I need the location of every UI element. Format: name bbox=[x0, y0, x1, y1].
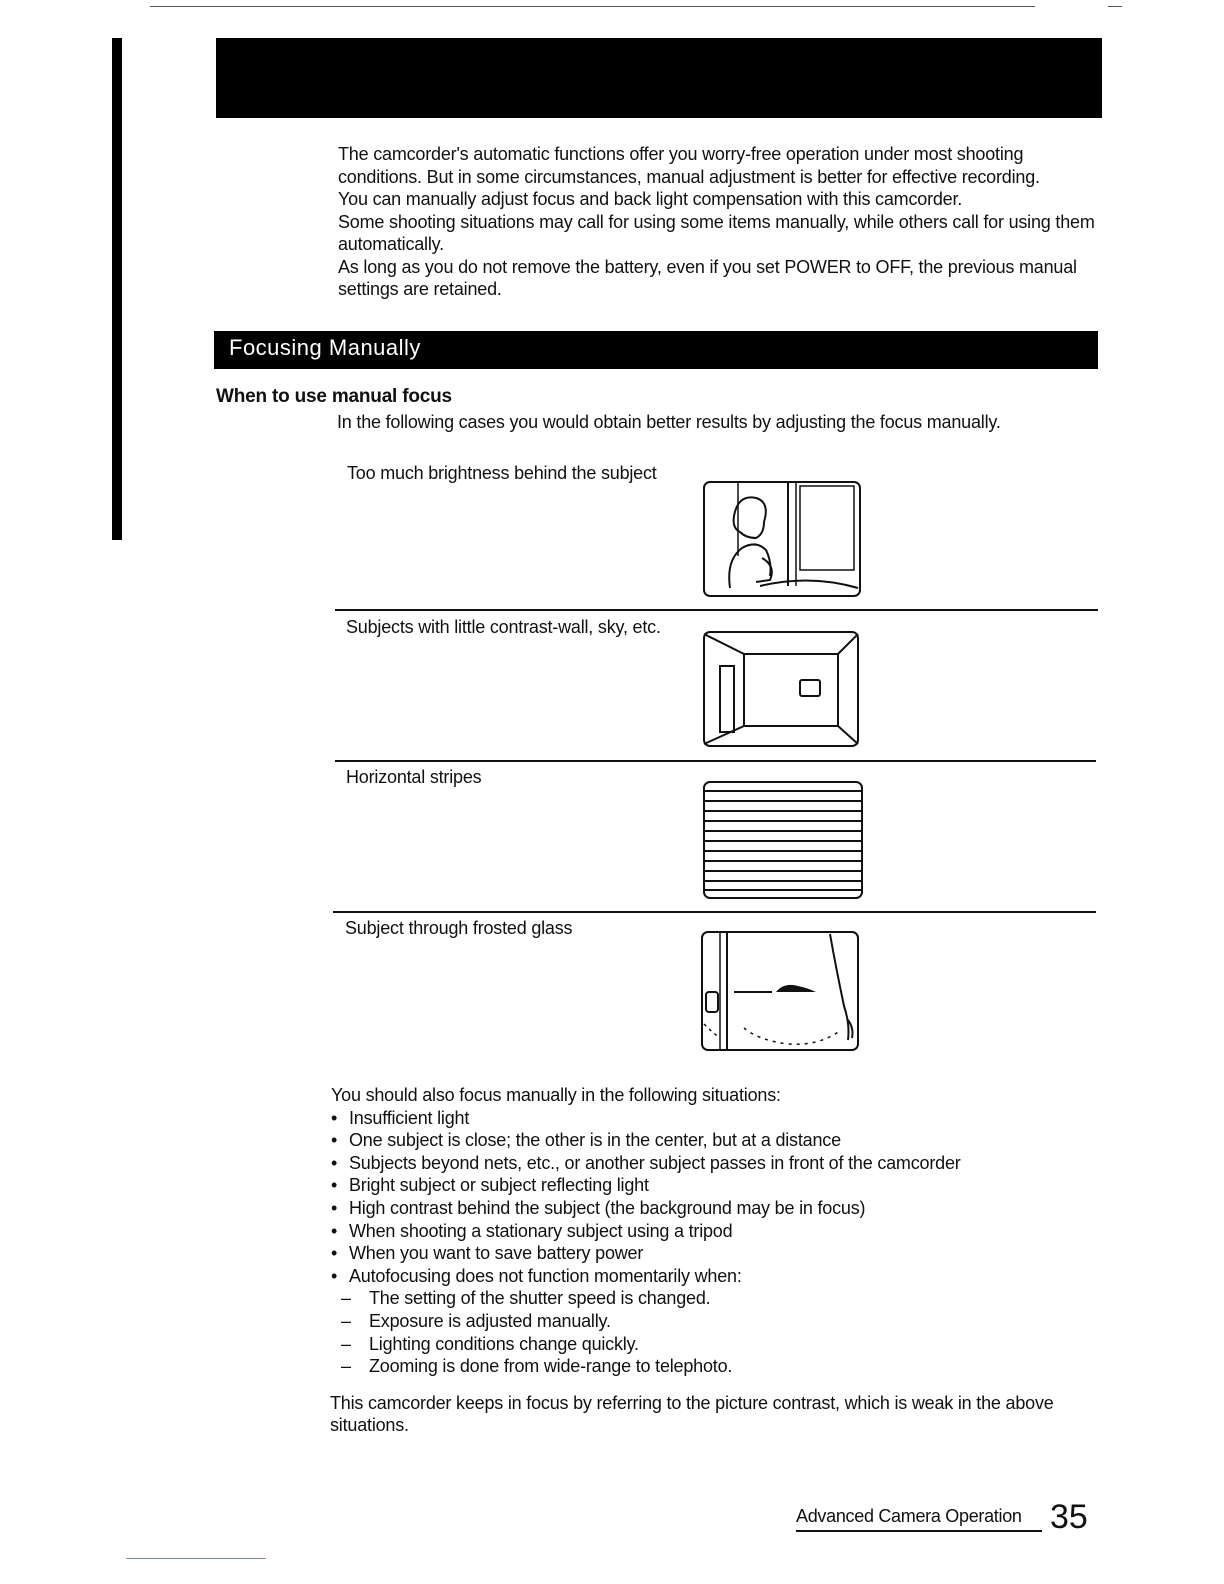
sublist-item-text: Lighting conditions change quickly. bbox=[369, 1333, 639, 1354]
backlit-person-icon bbox=[700, 476, 866, 600]
bullet-icon: • bbox=[331, 1243, 338, 1264]
case-label: Too much brightness behind the subject bbox=[347, 463, 657, 483]
bottom-rule bbox=[126, 1558, 266, 1559]
bullet-icon: • bbox=[331, 1197, 338, 1218]
top-rule bbox=[150, 6, 1035, 7]
page-number: 35 bbox=[1050, 1498, 1088, 1536]
sublist-item bbox=[331, 1333, 1111, 1356]
sublist-item bbox=[331, 1287, 1111, 1310]
situations-intro: You should also focus manually in the following situations: bbox=[331, 1085, 781, 1105]
bullet-icon: • bbox=[331, 1107, 338, 1128]
sublist-item-text: Exposure is adjusted manually. bbox=[369, 1310, 611, 1331]
plain-room-icon bbox=[700, 628, 862, 750]
case-divider bbox=[335, 760, 1096, 762]
frosted-glass-icon bbox=[698, 928, 862, 1054]
horizontal-stripes-icon bbox=[700, 778, 866, 902]
intro-paragraph: You can manually adjust focus and back light compensation with this camcorder. bbox=[338, 189, 963, 209]
top-rule-short bbox=[1108, 6, 1122, 7]
list-item-text: Subjects beyond nets, etc., or another subject passes in front of the camcorder bbox=[349, 1152, 961, 1173]
list-item bbox=[331, 1265, 1111, 1288]
section-title-band bbox=[214, 331, 1098, 369]
list-item bbox=[331, 1107, 1111, 1130]
list-item-text: When shooting a stationary subject using a tripod bbox=[349, 1220, 733, 1241]
intro-text bbox=[338, 143, 1108, 301]
chapter-header-band bbox=[216, 38, 1102, 118]
situations-section bbox=[331, 1084, 1111, 1378]
subsection-intro: In the following cases you would obtain better results by adjusting the focus manually. bbox=[337, 412, 1001, 432]
list-item-text: One subject is close; the other is in the center, but at a distance bbox=[349, 1130, 841, 1151]
intro-paragraph: The camcorder's automatic functions offer you worry-free operation under most shooting conditions. But in some circumstances, manual adjustment is better for effective recording. bbox=[338, 144, 1040, 187]
dash-icon: – bbox=[341, 1333, 351, 1354]
bullet-icon: • bbox=[331, 1220, 338, 1241]
list-item bbox=[331, 1129, 1111, 1152]
list-item bbox=[331, 1220, 1111, 1243]
footer-rule bbox=[796, 1530, 1042, 1532]
list-item-text: Autofocusing does not function momentarily when: bbox=[349, 1265, 742, 1286]
sublist-item-text: Zooming is done from wide-range to telephoto. bbox=[369, 1356, 733, 1377]
list-item-text: Insufficient light bbox=[349, 1107, 470, 1128]
footer-section-label: Advanced Camera Operation bbox=[796, 1506, 1022, 1526]
dash-icon: – bbox=[341, 1356, 351, 1377]
list-item-text: High contrast behind the subject (the background may be in focus) bbox=[349, 1197, 866, 1218]
subsection-heading: When to use manual focus bbox=[216, 386, 452, 407]
closing-paragraph: This camcorder keeps in focus by referring to the picture contrast, which is weak in the above situations. bbox=[330, 1393, 1054, 1435]
bullet-icon: • bbox=[331, 1175, 338, 1196]
situations-list bbox=[331, 1107, 1111, 1288]
bullet-icon: • bbox=[331, 1152, 338, 1173]
sublist-item-text: The setting of the shutter speed is changed. bbox=[369, 1288, 711, 1309]
dash-icon: – bbox=[341, 1288, 351, 1309]
case-label: Horizontal stripes bbox=[346, 767, 482, 787]
case-label: Subject through frosted glass bbox=[345, 918, 573, 938]
intro-paragraph: As long as you do not remove the battery, even if you set POWER to OFF, the previous manual settings are retained. bbox=[338, 256, 1077, 299]
bullet-icon: • bbox=[331, 1265, 338, 1286]
case-divider bbox=[333, 911, 1096, 913]
sublist-item bbox=[331, 1355, 1111, 1378]
list-item bbox=[331, 1152, 1111, 1175]
case-label: Subjects with little contrast-wall, sky, etc. bbox=[346, 617, 661, 637]
margin-bar bbox=[112, 38, 122, 540]
case-divider bbox=[335, 609, 1098, 611]
list-item bbox=[331, 1174, 1111, 1197]
list-item-text: Bright subject or subject reflecting light bbox=[349, 1175, 649, 1196]
bullet-icon: • bbox=[331, 1130, 338, 1151]
intro-paragraph: Some shooting situations may call for using some items manually, while others call for using them automatically. bbox=[338, 211, 1095, 254]
sublist-item bbox=[331, 1310, 1111, 1333]
list-item bbox=[331, 1242, 1111, 1265]
dash-icon: – bbox=[341, 1310, 351, 1331]
list-item-text: When you want to save battery power bbox=[349, 1243, 644, 1264]
list-item bbox=[331, 1197, 1111, 1220]
section-title: Focusing Manually bbox=[229, 335, 421, 360]
autofocus-sublist bbox=[331, 1287, 1111, 1377]
